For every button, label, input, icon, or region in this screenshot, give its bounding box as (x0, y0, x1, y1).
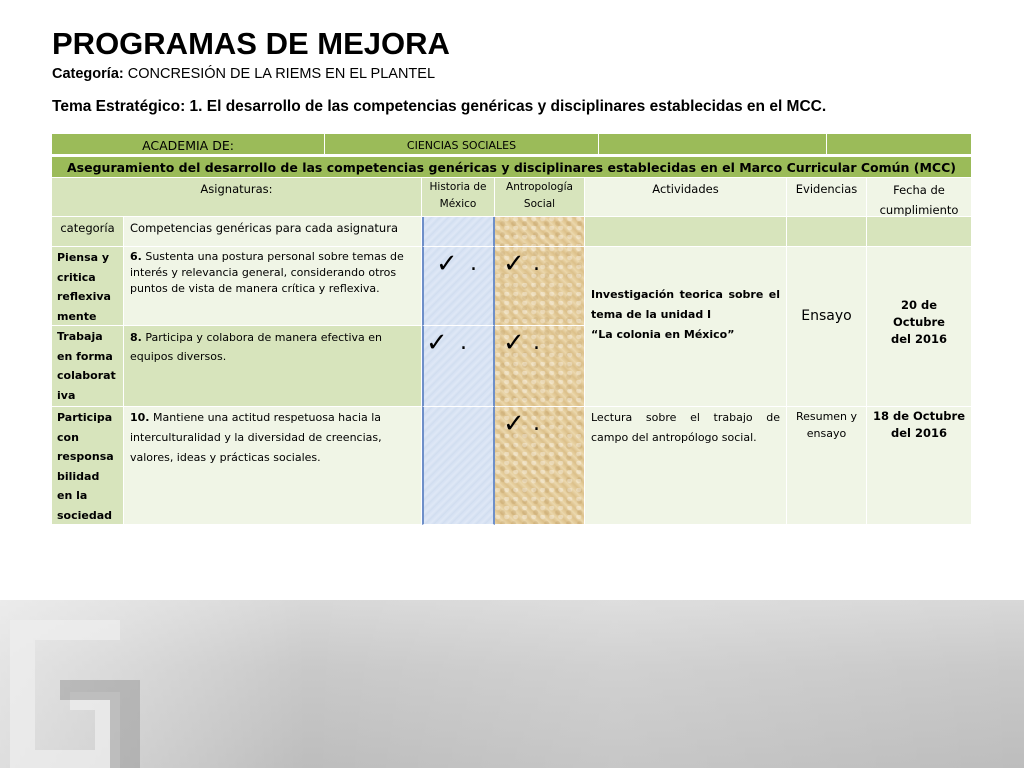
antropologia-cell-header (495, 217, 585, 247)
categoria-label: categoría (52, 217, 124, 247)
row3-text: Mantiene una actitud respetuosa hacia la interculturalidad y la diversidad de creencias, valores, ideas y prácticas sociales. (130, 411, 382, 464)
row2-antropologia (495, 326, 585, 407)
category-label: Categoría: (52, 66, 124, 82)
date2: 18 de Octubre del 2016 (867, 407, 972, 525)
row1-categoria: Piensa y critica reflexiva mente (52, 247, 124, 326)
col-historia: Historia de México (422, 178, 495, 217)
row3-antropologia (495, 407, 585, 525)
academia-value: CIENCIAS SOCIALES (325, 134, 599, 155)
activity1-subtitle: “La colonia en México” (591, 328, 735, 341)
row3-num: 10. (130, 411, 150, 424)
col-antropologia: Antropología Social (495, 178, 585, 217)
row1-antropologia-check-icon: ✓ (503, 249, 525, 279)
row1-historia-dot: . (470, 251, 477, 276)
row1-antropologia (495, 247, 585, 326)
row1-historia (422, 247, 495, 326)
row1-antropologia-dot: . (533, 251, 540, 276)
academia-empty-2 (827, 134, 972, 155)
row3-categoria: Participa con responsa bilidad en la sociedad (52, 407, 124, 525)
row3-competencia (124, 407, 422, 525)
historia-cell-header (422, 217, 495, 247)
strategic-theme: Tema Estratégico: 1. El desarrollo de las competencias genéricas y disciplinares establecidas en el MCC. (52, 98, 827, 115)
col-fecha: Fecha de cumplimiento (867, 178, 972, 217)
row2-antropologia-dot: . (533, 330, 540, 355)
page-title: PROGRAMAS DE MEJORA (52, 26, 450, 61)
row1-num: 6. (130, 250, 142, 263)
row2-num: 8. (130, 331, 142, 344)
empty-date-header (867, 217, 972, 247)
row3-antropologia-dot: . (533, 411, 540, 436)
competencias-label: Competencias genéricas para cada asignatura (124, 217, 422, 247)
activity1-title: Investigación teorica sobre el tema de la unidad I (591, 288, 780, 321)
date1: 20 de Octubre del 2016 (867, 247, 972, 407)
banner: Aseguramiento del desarrollo de las competencias genéricas y disciplinares establecidas en el Marco Curricular Común (MCC) (52, 157, 972, 178)
row1-historia-check-icon: ✓ (436, 249, 458, 279)
empty-evidence-header (787, 217, 867, 247)
row2-antropologia-check-icon: ✓ (503, 328, 525, 358)
evidence2: Resumen y ensayo (787, 407, 867, 525)
row2-historia (422, 326, 495, 407)
empty-activity-header (585, 217, 787, 247)
asignaturas-label: Asignaturas: (52, 178, 422, 217)
academia-label: ACADEMIA DE: (52, 134, 325, 155)
row1-competencia (124, 247, 422, 326)
academia-empty-1 (599, 134, 827, 155)
evidence1: Ensayo (787, 247, 867, 407)
row2-categoria: Trabaja en forma colaborat iva (52, 326, 124, 407)
row2-competencia (124, 326, 422, 407)
activity2: Lectura sobre el trabajo de campo del antropólogo social. (585, 407, 787, 525)
row2-historia-dot: . (460, 330, 467, 355)
col-evidencias: Evidencias (787, 178, 867, 217)
row2-text: Participa y colabora de manera efectiva en equipos diversos. (130, 331, 383, 363)
activity1 (585, 247, 787, 407)
row2-historia-check-icon: ✓ (426, 328, 448, 358)
category-value: CONCRESIÓN DE LA RIEMS EN EL PLANTEL (123, 66, 436, 82)
category-line (52, 66, 435, 82)
row3-historia (422, 407, 495, 525)
col-actividades: Actividades (585, 178, 787, 217)
row1-text: Sustenta una postura personal sobre temas de interés y relevancia general, considerando otros puntos de vista de manera crítica y reflexiva. (130, 250, 404, 295)
watermark-logo-icon (0, 600, 160, 768)
row3-antropologia-check-icon: ✓ (503, 409, 525, 439)
